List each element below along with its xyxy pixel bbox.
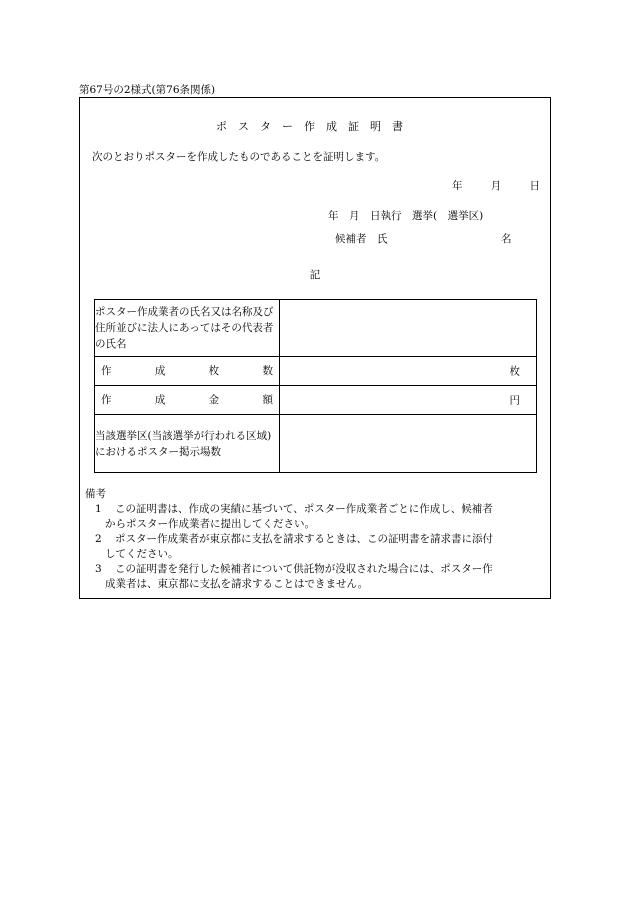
note-number: 1 bbox=[95, 503, 102, 515]
row-value-amount[interactable] bbox=[280, 386, 537, 415]
note-text-cont: 成業者は、東京都に支払を請求することはできません。 bbox=[105, 578, 369, 590]
document-title: ポスター作成証明書 bbox=[216, 120, 414, 133]
certificate-table bbox=[94, 299, 537, 473]
row-value-count[interactable] bbox=[280, 357, 537, 386]
row-label-poster-sites: 当該選挙区(当該選挙が行われる区域)におけるポスター掲示場数 bbox=[95, 415, 280, 473]
label-char: 数 bbox=[262, 365, 273, 377]
note-text: この証明書は、作成の実績に基づいて、ポスター作成業者ごとに作成し、候補者 bbox=[115, 503, 493, 515]
row-label-maker: ポスター作成業者の氏名又は名称及び住所並びに法人にあってはその代表者の氏名 bbox=[95, 300, 280, 357]
label-char: 成 bbox=[154, 365, 166, 377]
label-char: 金 bbox=[208, 394, 220, 406]
note-text-cont: してください。 bbox=[105, 548, 179, 560]
note-number: 2 bbox=[95, 533, 102, 545]
table-row bbox=[95, 415, 537, 473]
unit-yen: 円 bbox=[509, 394, 520, 407]
date-year: 年 bbox=[452, 180, 463, 192]
note-text-cont: からポスター作成業者に提出してください。 bbox=[105, 518, 315, 530]
date-day: 日 bbox=[529, 180, 540, 192]
label-char: 成 bbox=[154, 394, 166, 406]
unit-sheets: 枚 bbox=[509, 365, 520, 378]
row-value-maker[interactable] bbox=[280, 300, 537, 357]
table-row bbox=[95, 357, 537, 386]
table-row bbox=[95, 386, 537, 415]
intro-text: 次のとおりポスターを作成したものであることを証明します。 bbox=[92, 151, 386, 163]
row-value-poster-sites[interactable] bbox=[280, 415, 537, 473]
ki-heading: 記 bbox=[309, 269, 321, 281]
label-char: 作 bbox=[101, 365, 112, 377]
candidate-name-suffix: 名 bbox=[501, 233, 512, 245]
notes-title: 備考 bbox=[85, 488, 106, 500]
note-item-2 bbox=[85, 532, 493, 562]
label-char: 枚 bbox=[208, 365, 220, 377]
note-item-3 bbox=[85, 562, 493, 592]
label-char: 作 bbox=[101, 394, 112, 406]
form-number-label: 第67号の2様式(第76条関係) bbox=[79, 84, 216, 96]
row-label-count bbox=[95, 357, 280, 386]
date-month: 月 bbox=[490, 180, 502, 192]
note-item-1 bbox=[85, 502, 493, 532]
table-row bbox=[95, 300, 537, 357]
certificate-frame bbox=[79, 97, 551, 599]
note-number: 3 bbox=[95, 563, 102, 575]
date-row bbox=[452, 178, 540, 193]
label-char: 額 bbox=[262, 394, 273, 406]
candidate-label: 候補者 氏 bbox=[335, 233, 388, 245]
note-text: ポスター作成業者が東京都に支払を請求するときは、この証明書を請求書に添付 bbox=[115, 533, 493, 545]
election-line: 年 月 日執行 選挙( 選挙区) bbox=[328, 210, 484, 222]
row-label-amount bbox=[95, 386, 280, 415]
note-text: この証明書を発行した候補者について供託物が没収された場合には、ポスター作 bbox=[115, 563, 493, 575]
